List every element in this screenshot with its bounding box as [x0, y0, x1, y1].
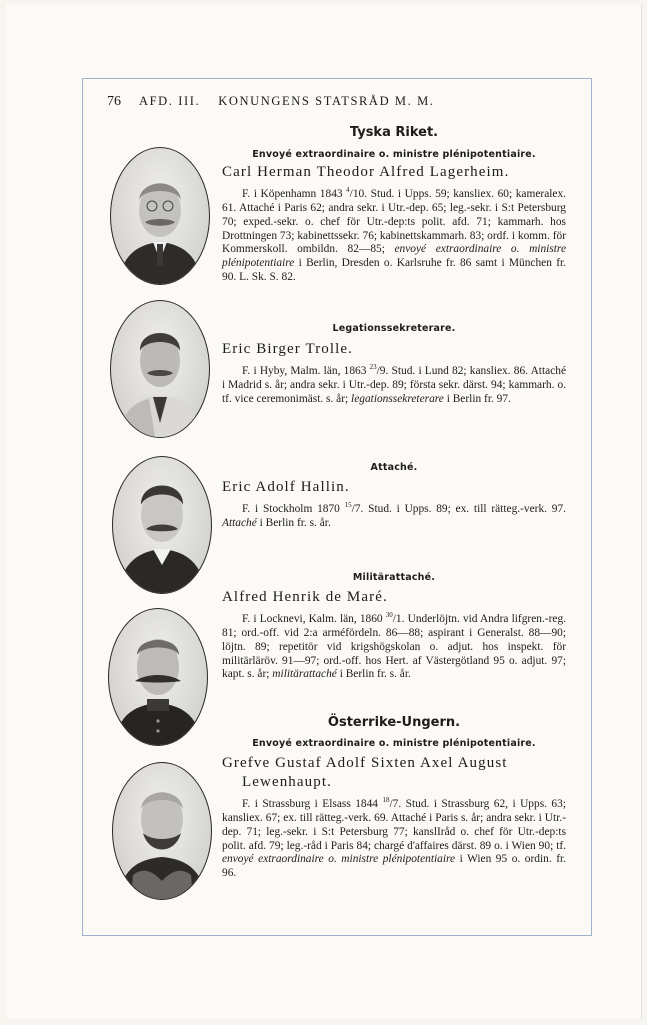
- entry-hallin: [222, 478, 566, 531]
- running-title: KONUNGENS STATSRÅD M. M.: [218, 94, 435, 108]
- section-label: AFD. III.: [139, 94, 201, 108]
- person-name-line1: Grefve Gustaf Adolf Sixten Axel August: [222, 755, 508, 771]
- country-heading-germany: Tyska Riket.: [349, 125, 439, 140]
- entry-lewenhaupt: [222, 754, 566, 881]
- entry-lagerheim: [222, 163, 566, 285]
- person-name: Alfred Henrik de Maré.: [222, 589, 388, 605]
- person-biography: F. i Köpenhamn 1843 $^4$/10. Stud. i Upps. 59; kansliex. 60; kameralex. 61. Attaché i Paris 62; andra sekr. i Utr.-dep. 65; leg.-sekr. i S:t Petersburg 70; exped.-sekr. o. chef för Utr.-dep:ts polit. afd. 71; kammarh. hos Drottningen 73; kabinettssekr. 76; kabinettskammarh. 83; ordf. i komm. för Kommerskoll. ombildn. 82—85; envoyé extraordinaire o. ministre plénipotentiaire i Berlin, Dresden o. Karlsruhe fr. 86 samt i München fr. 90. L. Sk. S. 82.: [222, 186, 567, 284]
- portrait-lewenhaupt-icon: [112, 762, 212, 900]
- person-name: Eric Birger Trolle.: [222, 341, 354, 357]
- portrait-lagerheim-icon: [110, 147, 210, 285]
- person-name: [222, 754, 566, 792]
- heading-attache: Attaché.: [370, 462, 418, 473]
- country-heading-austria: Österrike-Ungern.: [327, 715, 461, 730]
- entry-trolle: [222, 340, 566, 407]
- portrait-de-mare-icon: [108, 608, 208, 746]
- rank-heading-austria: Envoyé extraordinaire o. ministre plénipotentiaire.: [252, 738, 536, 749]
- person-biography: F. i Hyby, Malm. län, 1863 $^{23}$/9. Stud. i Lund 82; kansliex. 86. Attaché i Madrid s. år; andra sekr. i Utr.-dep. 89; första sekr. därst. 94; kammarh. o. tf. vice ceremonimäst. s. år; legationssekreterare i Berlin fr. 97.: [222, 363, 566, 405]
- portrait-trolle-icon: [110, 300, 210, 438]
- person-name-line2: Lewenhaupt.: [242, 774, 332, 790]
- running-head: [107, 94, 567, 110]
- rank-heading-germany: Envoyé extraordinaire o. ministre plénipotentiaire.: [252, 149, 536, 160]
- portrait-hallin-icon: [112, 456, 212, 594]
- page-number: 76: [107, 94, 121, 109]
- heading-legation-secretaries: Legationssekreterare.: [332, 323, 456, 334]
- person-biography: F. i Strassburg i Elsass 1844 $^{18}$/7. Stud. i Strassburg 62, i Upps. 63; kansliex. 67; ex. till rätteg.-verk. 69. Attaché i Paris s. år; andra sekr. i Utr.-dep. 71; leg.-sekr. i S:t Petersburg 77; kanslIråd o. chef för Utr.-dep:ts polit. afd. 79; leg.-råd i Paris 84; chargé d'affaires därst. 89 o. i Wien 90; tf. envoyé extraordinaire o. ministre plénipotentiaire i Wien 95 o. ordin. fr. 96.: [222, 796, 566, 880]
- person-name: Carl Herman Theodor Alfred Lagerheim.: [222, 164, 510, 180]
- person-biography: F. i Stockholm 1870 $^{15}$/7. Stud. i Upps. 89; ex. till rätteg.-verk. 97. Attaché i Berlin fr. s. år.: [222, 501, 566, 529]
- entry-de-mare: [222, 588, 566, 682]
- person-biography: F. i Locknevi, Kalm. län, 1860 $^{30}$/1. Underlöjtn. vid Andra lifgren.-reg. 81; ord.-off. vid 2:a arméfördeln. 86—88; aspirant i Generalst. 88—90; löjtn. 89; repetitör vid krigshögskolan o. adjut. hos inspekt. för militärläröv. 91—97; ord.-off. hos Hert. af Västergötland 95 o. adjut. 97; kapt. s. år; militärattaché i Berlin fr. s. år.: [222, 611, 566, 681]
- person-name: Eric Adolf Hallin.: [222, 479, 350, 495]
- heading-military-attache: Militärattaché.: [352, 572, 436, 583]
